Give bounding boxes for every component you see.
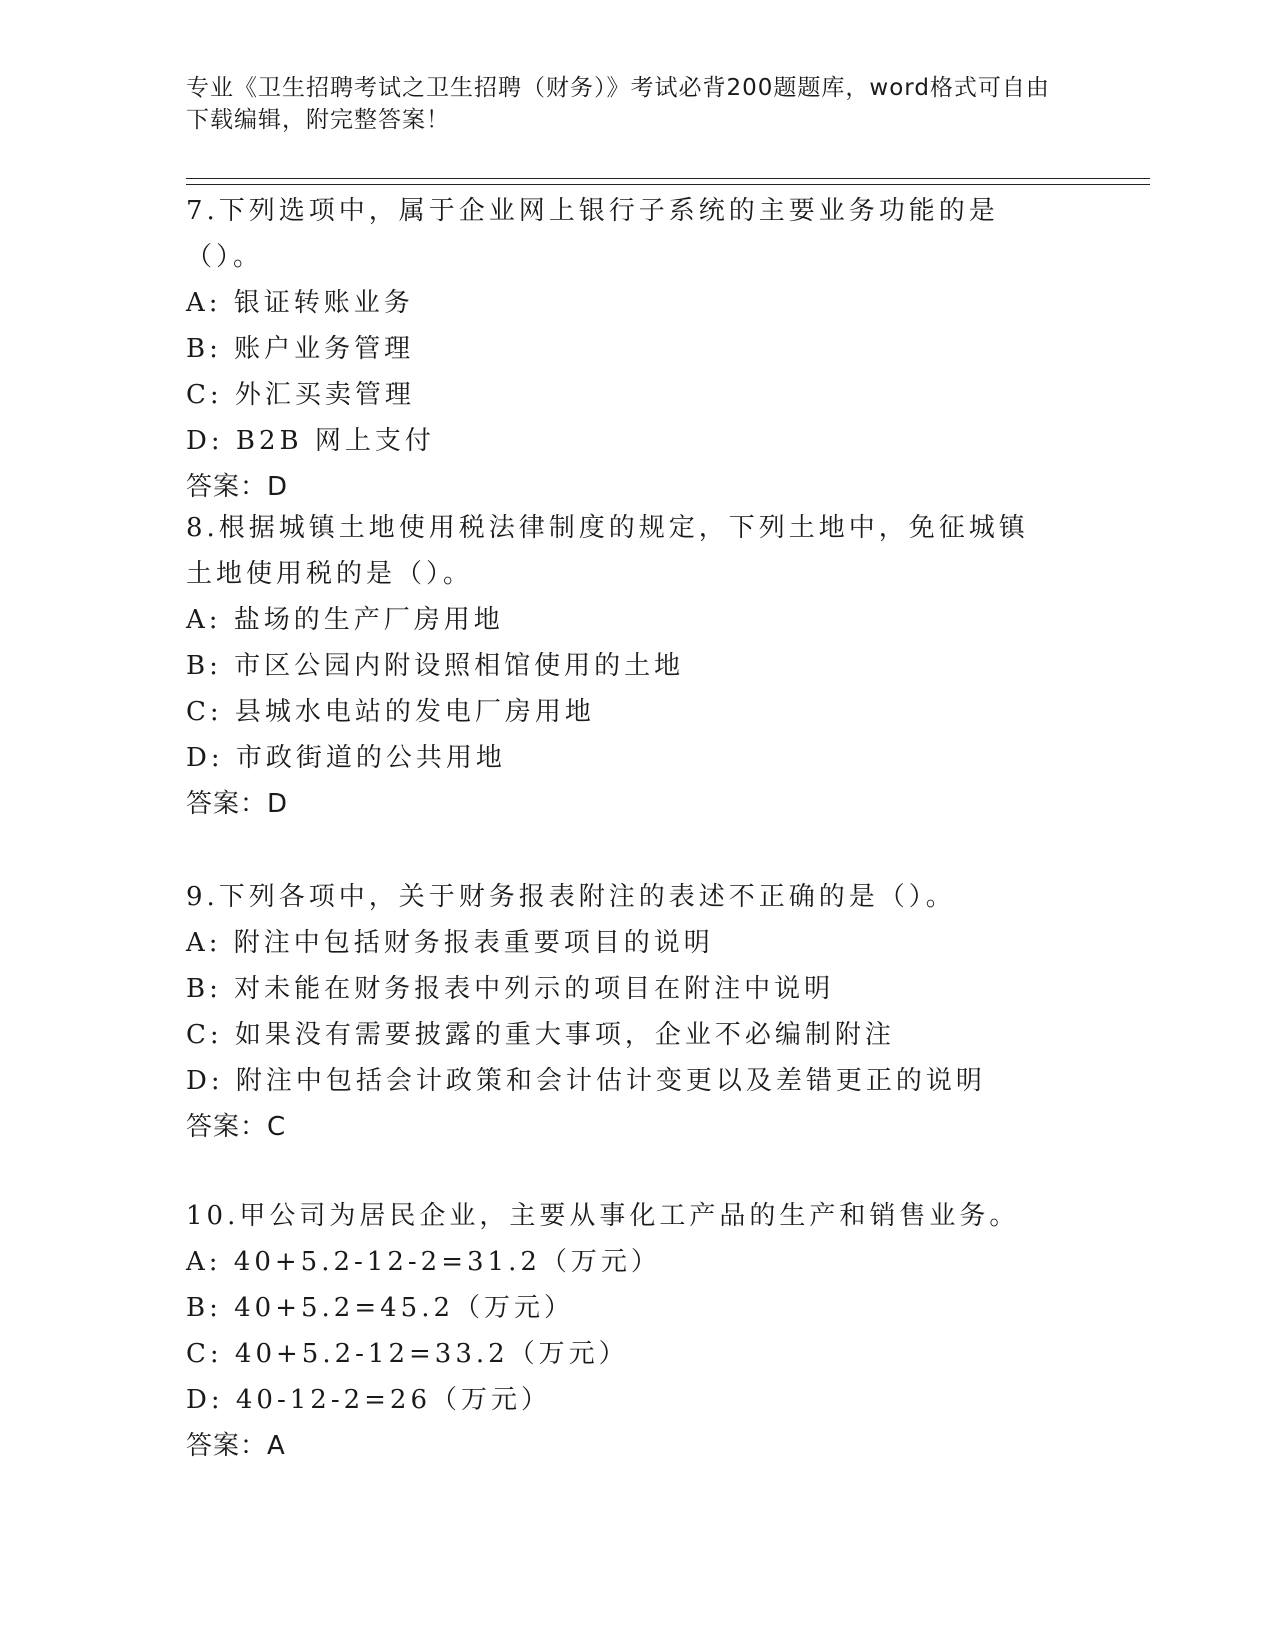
option-b: B: 40+5.2=45.2（万元）	[186, 1293, 575, 1323]
question-stem: 10.甲公司为居民企业，主要从事化工产品的生产和销售业务。	[186, 1201, 1020, 1231]
question-10	[186, 1193, 1086, 1469]
question-7	[186, 188, 1086, 510]
answer: 答案：A	[186, 1431, 286, 1461]
header-divider-top	[186, 178, 1150, 179]
question-9	[186, 874, 1086, 1150]
option-d: D: B2B 网上支付	[186, 426, 435, 456]
option-b: B: 市区公园内附设照相馆使用的土地	[186, 651, 685, 681]
answer: 答案：C	[186, 1112, 287, 1142]
option-d: D: 40-12-2=26（万元）	[186, 1385, 552, 1415]
answer: 答案：D	[186, 789, 289, 819]
document-header: 专业《卫生招聘考试之卫生招聘（财务）》考试必背200题题库，word格式可自由下载编辑，附完整答案！	[186, 75, 1050, 133]
option-a: A: 盐场的生产厂房用地	[186, 605, 504, 635]
option-b: B: 账户业务管理	[186, 334, 415, 364]
question-8	[186, 505, 1086, 827]
option-a: A: 40+5.2-12-2=31.2（万元）	[186, 1247, 661, 1277]
option-c: C: 外汇买卖管理	[186, 380, 415, 410]
option-d: D: 附注中包括会计政策和会计估计变更以及差错更正的说明	[186, 1066, 986, 1096]
option-a: A: 附注中包括财务报表重要项目的说明	[186, 928, 714, 958]
option-a: A: 银证转账业务	[186, 288, 414, 318]
option-b: B: 对未能在财务报表中列示的项目在附注中说明	[186, 974, 835, 1004]
option-c: C: 如果没有需要披露的重大事项，企业不必编制附注	[186, 1020, 895, 1050]
question-stem: 8.根据城镇土地使用税法律制度的规定，下列土地中，免征城镇土地使用税的是（）。	[186, 513, 1029, 589]
option-c: C: 40+5.2-12=33.2（万元）	[186, 1339, 629, 1369]
answer: 答案：D	[186, 472, 289, 502]
option-c: C: 县城水电站的发电厂房用地	[186, 697, 595, 727]
option-d: D: 市政街道的公共用地	[186, 743, 506, 773]
header-divider-bottom	[186, 184, 1150, 185]
question-stem: 7.下列选项中，属于企业网上银行子系统的主要业务功能的是（）。	[186, 196, 999, 272]
question-stem: 9.下列各项中，关于财务报表附注的表述不正确的是（）。	[186, 882, 956, 912]
